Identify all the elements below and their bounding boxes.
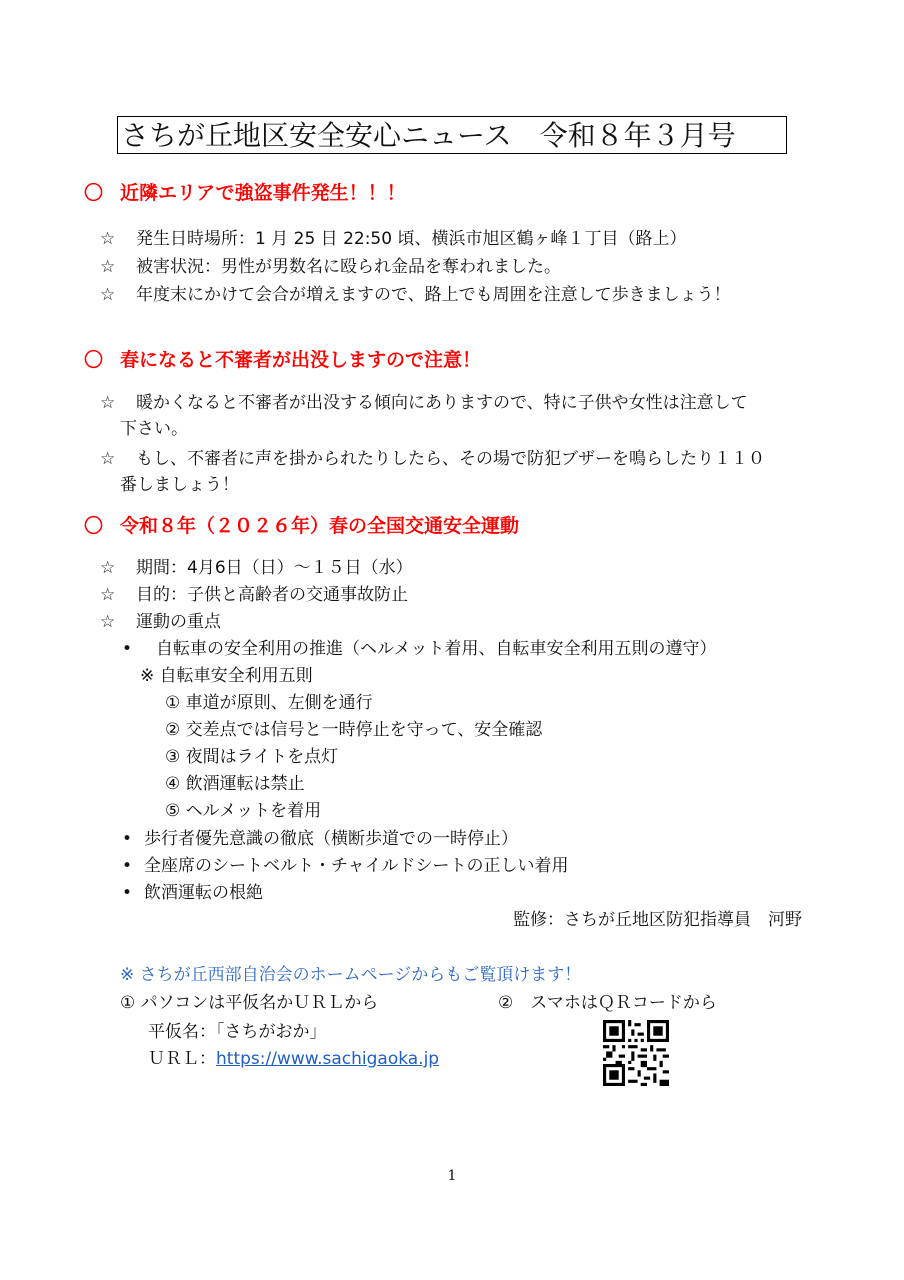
star-icon: ☆ bbox=[100, 229, 116, 249]
star-icon: ☆ bbox=[100, 257, 116, 277]
qr-code-icon bbox=[603, 1020, 669, 1086]
bullet-icon: • bbox=[122, 829, 133, 849]
pc-access-text: ① パソコンは平仮名かＵＲＬから bbox=[120, 993, 379, 1013]
bullet-item bbox=[122, 851, 569, 876]
item-text: もし、不審者に声を掛かられたりしたら、その場で防犯ブザーを鳴らしたり１１０ bbox=[136, 449, 765, 469]
item-text: 暖かくなると不審者が出没する傾向にありますので、特に子供や女性は注意して bbox=[136, 393, 748, 413]
list-item bbox=[100, 607, 221, 632]
url-row bbox=[148, 1044, 439, 1069]
rule-item: ② 交差点では信号と一時停止を守って、安全確認 bbox=[165, 720, 543, 740]
star-icon: ☆ bbox=[100, 449, 116, 469]
section-heading-robbery bbox=[84, 178, 406, 205]
bullet-text: 飲酒運転の根絶 bbox=[144, 883, 263, 903]
item-text-continued: 下さい。 bbox=[120, 419, 188, 439]
list-item bbox=[100, 444, 765, 469]
list-item bbox=[100, 224, 686, 249]
website-link[interactable]: https://www.sachigaoka.jp bbox=[216, 1049, 440, 1069]
supervisor-credit: 監修：さちが丘地区防犯指導員 河野 bbox=[513, 910, 802, 930]
rule-item: ⑤ ヘルメットを着用 bbox=[165, 801, 322, 821]
bullet-icon: • bbox=[122, 639, 133, 659]
rule-item: ① 車道が原則、左側を通行 bbox=[165, 693, 373, 713]
list-item bbox=[100, 252, 561, 277]
period-text: 期間：4月6日（日）～１５日（水） bbox=[136, 558, 413, 578]
list-item bbox=[100, 580, 408, 605]
page-title: さちが丘地区安全安心ニュース 令和８年３月号 bbox=[117, 116, 787, 154]
star-icon: ☆ bbox=[100, 393, 116, 413]
bullet-icon: • bbox=[122, 883, 133, 903]
heading-text: 春になると不審者が出没しますので注意！ bbox=[120, 349, 482, 371]
item-text-continued: 番しましょう！ bbox=[120, 475, 239, 495]
bullet-text: 歩行者優先意識の徹底（横断歩道での一時停止） bbox=[144, 829, 518, 849]
star-icon: ☆ bbox=[100, 612, 116, 632]
section-heading-traffic bbox=[84, 511, 519, 538]
rule-item: ④ 飲酒運転は禁止 bbox=[165, 774, 305, 794]
circle-marker: 〇 bbox=[84, 349, 104, 371]
bullet-text: 全座席のシートベルト・チャイルドシートの正しい着用 bbox=[144, 856, 569, 876]
focus-text: 運動の重点 bbox=[136, 612, 221, 632]
section-heading-suspicious bbox=[84, 345, 481, 372]
rule-item: ③ 夜間はライトを点灯 bbox=[165, 747, 339, 767]
list-item bbox=[100, 553, 413, 578]
circle-marker: 〇 bbox=[84, 182, 104, 204]
purpose-text: 目的：子供と高齢者の交通事故防止 bbox=[136, 585, 408, 605]
bullet-text: 自転車の安全利用の推進（ヘルメット着用、自転車安全利用五則の遵守） bbox=[156, 639, 717, 659]
star-icon: ☆ bbox=[100, 585, 116, 605]
bullet-icon: • bbox=[122, 856, 133, 876]
hiragana-text: 平仮名：「さちがおか」 bbox=[148, 1022, 327, 1042]
item-text: 年度末にかけて会合が増えますので、路上でも周囲を注意して歩きましょう！ bbox=[136, 285, 731, 305]
circle-marker: 〇 bbox=[84, 515, 104, 537]
bullet-item bbox=[122, 824, 518, 849]
list-item bbox=[100, 388, 748, 413]
bullet-item bbox=[122, 634, 717, 659]
item-text: 被害状況：男性が男数名に殴られ金品を奪われました。 bbox=[136, 257, 561, 277]
star-icon: ☆ bbox=[100, 558, 116, 578]
heading-text: 近隣エリアで強盗事件発生！！！ bbox=[120, 182, 406, 204]
page-number: 1 bbox=[447, 1168, 457, 1184]
rules-note: ※ 自転車安全利用五則 bbox=[140, 666, 313, 686]
homepage-notice: ※ さちが丘西部自治会のホームページからもご覧頂けます！ bbox=[120, 965, 582, 985]
bullet-item bbox=[122, 878, 263, 903]
item-text: 発生日時場所：1 月 25 日 22:50 頃、横浜市旭区鶴ヶ峰１丁目（路上） bbox=[136, 229, 687, 249]
smartphone-access-text: ② スマホはＱＲコードから bbox=[498, 993, 717, 1013]
star-icon: ☆ bbox=[100, 285, 116, 305]
heading-text: 令和８年（２０２６年）春の全国交通安全運動 bbox=[120, 515, 520, 537]
list-item bbox=[100, 280, 731, 305]
url-label: ＵＲＬ： bbox=[148, 1049, 216, 1069]
